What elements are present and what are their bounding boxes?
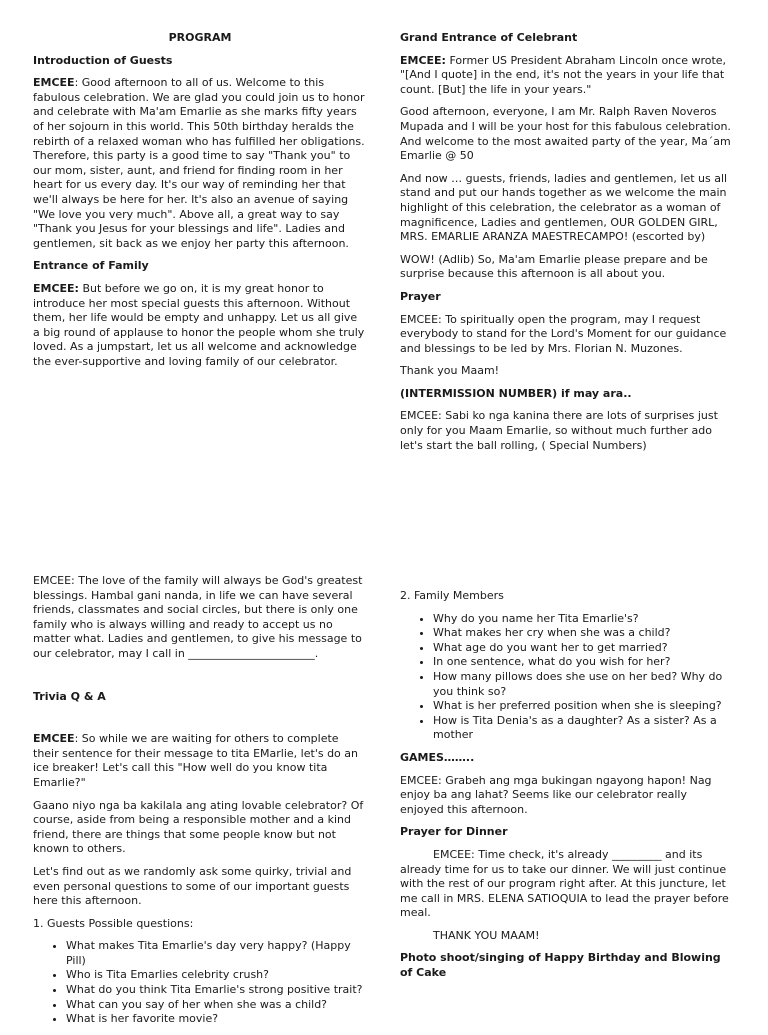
thank-you-maam: THANK YOU MAAM! [433,928,540,942]
right-column-bottom [400,589,734,989]
prayer-heading: Prayer [400,289,441,303]
love-paragraph: EMCEE: The love of the family will always be God's greatest blessings. Hambal gani nanda, in life we can have several friends, classmates and social circles, but there is only one family who is always willing and ready to accept us no matter what. Ladies and gentlemen, to give his message to our celebrator, may I call in _______________________. [33,574,363,660]
games-heading: GAMES…….. [400,750,475,764]
emcee-label: EMCEE [33,76,75,90]
grand-entrance-paragraph [400,54,734,98]
grand-entrance-heading: Grand Entrance of Celebrant [400,31,578,44]
family-heading: Entrance of Family [33,259,149,273]
list-item: • Why do you name her Tita Emarlie's? [433,612,734,627]
trivia-paragraph [33,732,367,790]
thanks-paragraph: Thank you Maam! [400,364,500,378]
intro-heading: Introduction of Guests [33,53,173,67]
intro-text: : Good afternoon to all of us. Welcome to this fabulous celebration. We are glad you could join us to honor and celebrate with Ma'am Emarlie as she marks fifty years of her sojourn in this world. This 50th birthday heralds the rebirth of a relaxed woman who has fulfilled her obligations. Therefore, this party is a good time to say "Thank you" to our mom, sister, aunt, and friend for finding room in her heart for us every day. It's our way of reminding her that we'll always be here for her. It's also an avenue of saying "We love you very much". Above all, a great way to say "Thank you Jesus for your blessings and life". Ladies and gentlemen, sit back as we enjoy her party this afternoon. [33,76,365,250]
prayer-paragraph: EMCEE: To spiritually open the program, may I request everybody to stand for the Lord's Moment for our guidance and blessings to be led by Mrs. Florian N. Muzones. [400,312,727,355]
left-column-bottom [33,574,367,1035]
emcee-label: EMCEE [33,732,75,746]
list-item: • In one sentence, what do you wish for her? [433,655,734,670]
trivia-text: : So while we are waiting for others to complete their sentence for their message to tita EMarlie, let's do an ice breaker! Let's call this "How well do you know tita Emarlie?" [33,732,358,789]
photo-shoot-heading: Photo shoot/singing of Happy Birthday and Blowing of Cake [400,951,721,980]
family-questions-list [400,612,734,743]
list-item: • Who is Tita Emarlies celebrity crush? [66,968,367,983]
stand-paragraph: And now … guests, friends, ladies and gentlemen, let us all stand and put our hands together as we welcome the main highlight of this celebration, the celebrator as a woman of magnificence, Ladies and gentlemen, OUR GOLDEN GIRL, MRS. EMARLIE ARANZA MAESTRECAMPO! (escorted by) [400,171,728,244]
guest-questions-list [33,939,367,1027]
left-column-top [33,31,367,377]
list-item: • How is Tita Denia's as a daughter? As a sister? As a mother [433,714,734,743]
dinner-prayer-paragraph: EMCEE: Time check, it's already _________ and its already time for us to take our dinner. We will just continue with the rest of our program right after. At this juncture, let me call in MRS. ELENA SATIOQUIA to lead the prayer before meal. [400,847,729,920]
trivia-heading: Trivia Q & A [33,689,106,703]
program-title: PROGRAM [168,31,232,44]
emcee-label: EMCEE: [33,281,79,295]
family-paragraph [33,282,367,370]
right-column-top [400,31,734,461]
wow-paragraph: WOW! (Adlib) So, Ma'am Emarlie please prepare and be surprise because this afternoon is all about you. [400,252,708,281]
intro-paragraph [33,76,367,251]
list-item: • What do you think Tita Emarlie's strong positive trait? [66,983,367,998]
host-paragraph: Good afternoon, everyone, I am Mr. Ralph Raven Noveros Mupada and I will be your host for this fabulous celebration. And welcome to the most awaited party of the year, Ma´am Emarlie @ 50 [400,105,731,163]
grand-entrance-text: Former US President Abraham Lincoln once wrote, "[And I quote] in the end, it's not the years in your life that count. [But] the life in your years." [400,53,727,96]
list-item: • What age do you want her to get married? [433,641,734,656]
find-out-paragraph: Let's find out as we randomly ask some quirky, trivial and even personal questions to some of our important guests here this afternoon. [33,864,352,908]
family-text: But before we go on, it is my great honor to introduce her most special guests this afternoon. Without them, her life would be empty and unhappy. Let us all give a big round of applause to honor the people whom she truly loved. As a jumpstart, let us all welcome and acknowledge the ever-supportive and loving family of our celebrator. [33,281,365,368]
list-item: • What is her favorite movie? [66,1012,367,1027]
list-item: • How many pillows does she use on her bed? Why do you think so? [433,670,734,699]
gaano-paragraph: Gaano niyo nga ba kakilala ang ating lovable celebrator? Of course, aside from being a responsible mother and a kind friend, there are things that some people know but not known to others. [33,798,364,856]
list-item: • What can you say of her when she was a child? [66,998,367,1013]
guests-questions-heading: 1. Guests Possible questions: [33,916,194,930]
games-paragraph: EMCEE: Grabeh ang mga bukingan ngayong hapon! Nag enjoy ba ang lahat? Seems like our celebrator really enjoyed this afternoon. [400,773,712,816]
list-item: • What is her preferred position when she is sleeping? [433,699,734,714]
emcee-label: EMCEE: [400,53,446,67]
list-item: • What makes Tita Emarlie's day very happy? (Happy Pill) [66,939,367,968]
intermission-heading: (INTERMISSION NUMBER) if may ara.. [400,386,632,400]
list-item: • What makes her cry when she was a child? [433,626,734,641]
dinner-prayer-heading: Prayer for Dinner [400,825,508,839]
intermission-paragraph: EMCEE: Sabi ko nga kanina there are lots of surprises just only for you Maam Emarlie, so without much further ado let's start the ball rolling, ( Special Numbers) [400,409,718,452]
family-members-heading: 2. Family Members [400,589,504,602]
